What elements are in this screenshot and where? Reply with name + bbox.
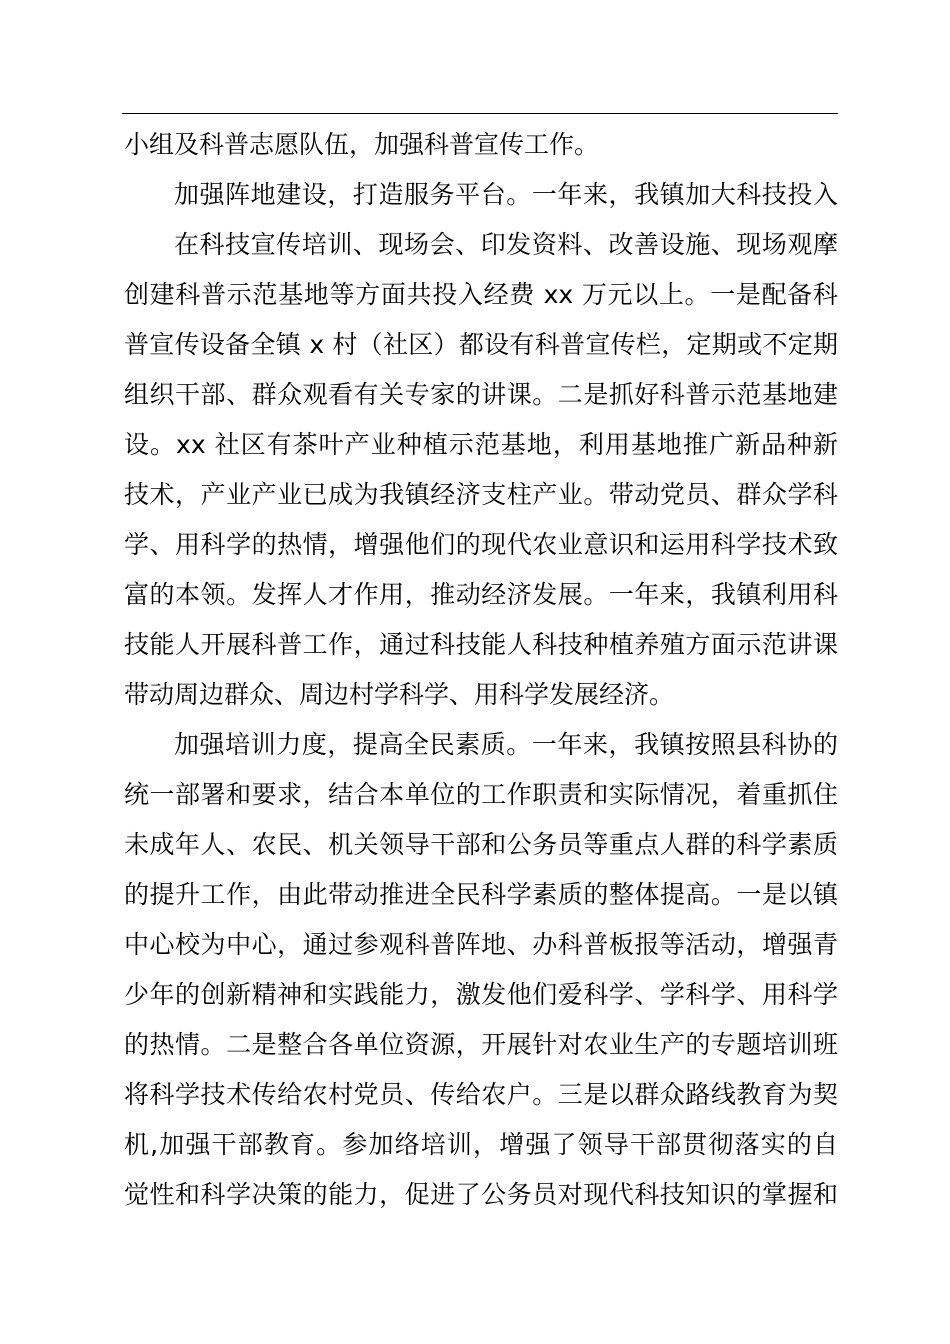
- text-line: 觉性和科学决策的能力，促进了公务员对现代科技知识的掌握和: [124, 1180, 838, 1209]
- text-line: 学、用科学的热情，增强他们的现代农业意识和运用科学技术致: [124, 530, 838, 559]
- text-line: 创建科普示范基地等方面共投入经费 xx 万元以上。一是配备科: [124, 280, 838, 309]
- text-line: 技术，产业产业已成为我镇经济支柱产业。带动党员、群众学科: [124, 480, 838, 509]
- paragraph-first-line: 加强培训力度，提高全民素质。一年来，我镇按照县科协的: [174, 730, 838, 759]
- text-line: 机,加强干部教育。参加络培训，增强了领导干部贯彻落实的自: [124, 1130, 838, 1159]
- text-line: 将科学技术传给农村党员、传给农户。三是以群众路线教育为契: [124, 1080, 838, 1109]
- text-line: 中心校为中心，通过参观科普阵地、办科普板报等活动，增强青: [124, 930, 838, 959]
- text-line: 富的本领。发挥人才作用，推动经济发展。一年来，我镇利用科: [124, 580, 838, 609]
- text-line: 技能人开展科普工作，通过科技能人科技种植养殖方面示范讲课: [124, 630, 838, 659]
- paragraph-first-line: 加强阵地建设，打造服务平台。一年来，我镇加大科技投入: [174, 180, 838, 209]
- text-line: 的提升工作，由此带动推进全民科学素质的整体提高。一是以镇: [124, 880, 838, 909]
- text-line: 少年的创新精神和实践能力，激发他们爱科学、学科学、用科学: [124, 980, 838, 1009]
- header-rule: [122, 113, 838, 114]
- text-line: 统一部署和要求，结合本单位的工作职责和实际情况，着重抓住: [124, 780, 838, 809]
- text-line: 普宣传设备全镇 x 村（社区）都设有科普宣传栏，定期或不定期: [124, 330, 838, 359]
- text-line: 小组及科普志愿队伍，加强科普宣传工作。: [124, 130, 600, 159]
- text-line: 未成年人、农民、机关领导干部和公务员等重点人群的科学素质: [124, 830, 838, 859]
- text-line: 在科技宣传培训、现场会、印发资料、改善设施、现场观摩: [174, 230, 838, 259]
- text-line: 的热情。二是整合各单位资源，开展针对农业生产的专题培训班: [124, 1030, 838, 1059]
- body-text: [124, 120, 838, 1220]
- text-line: 组织干部、群众观看有关专家的讲课。二是抓好科普示范基地建: [124, 380, 838, 409]
- text-line: 带动周边群众、周边村学科学、用科学发展经济。: [124, 680, 675, 709]
- text-line: 设。xx 社区有茶叶产业种植示范基地，利用基地推广新品种新: [124, 430, 838, 459]
